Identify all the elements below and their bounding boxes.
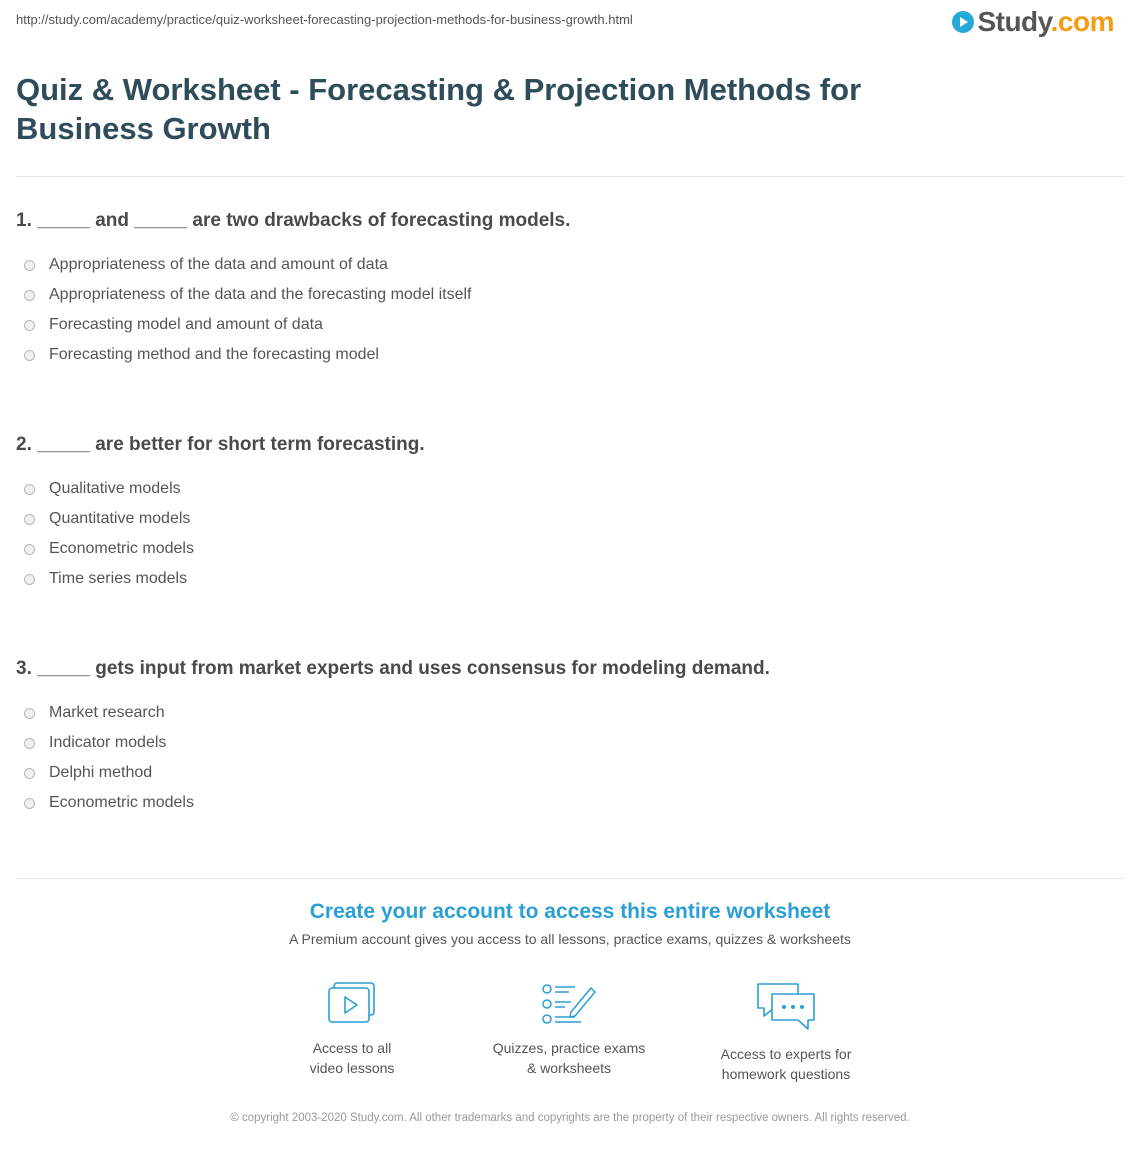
question-text: 1. _____ and _____ are two drawbacks of forecasting models. — [16, 210, 571, 231]
feature-label: Quizzes, practice exams & worksheets — [492, 1040, 646, 1076]
answer-options — [16, 698, 1116, 818]
radio-button-icon[interactable] — [24, 484, 35, 495]
video-lessons-icon — [326, 982, 378, 1026]
answer-label: Market research — [49, 704, 165, 721]
answer-option[interactable] — [16, 778, 1116, 818]
radio-button-icon[interactable] — [24, 768, 35, 779]
radio-button-icon[interactable] — [24, 290, 35, 301]
feature-experts — [686, 982, 886, 1084]
answer-option[interactable] — [16, 554, 1116, 594]
radio-button-icon[interactable] — [24, 514, 35, 525]
radio-button-icon[interactable] — [24, 350, 35, 361]
divider — [16, 878, 1124, 879]
radio-button-icon[interactable] — [24, 708, 35, 719]
cta-title-link[interactable]: Create your account to access this entire worksheet — [309, 900, 831, 923]
answer-label: Delphi method — [49, 764, 153, 781]
cta-subtitle: A Premium account gives you access to all lessons, practice exams, quizzes & worksheets — [289, 931, 851, 947]
answer-label: Econometric models — [49, 540, 194, 557]
feature-video-lessons — [252, 982, 452, 1078]
answer-options — [16, 250, 1116, 370]
radio-button-icon[interactable] — [24, 798, 35, 809]
answer-label: Indicator models — [49, 734, 167, 751]
radio-button-icon[interactable] — [24, 320, 35, 331]
feature-quizzes — [469, 982, 669, 1078]
page-header — [0, 0, 1140, 50]
answer-label: Econometric models — [49, 794, 194, 811]
divider — [16, 176, 1124, 177]
radio-button-icon[interactable] — [24, 574, 35, 585]
logo-wordmark: Study.com — [977, 6, 1114, 37]
answer-label: Time series models — [49, 570, 188, 587]
answer-label: Appropriateness of the data and amount of data — [49, 256, 388, 273]
page-title: Quiz & Worksheet - Forecasting & Projection Methods for Business Growth — [16, 72, 862, 146]
answer-label: Forecasting method and the forecasting model — [49, 346, 379, 363]
chat-experts-icon — [754, 982, 818, 1032]
study-logo[interactable] — [952, 6, 1114, 38]
question-2 — [16, 432, 1116, 594]
radio-button-icon[interactable] — [24, 260, 35, 271]
page-url[interactable]: http://study.com/academy/practice/quiz-worksheet-forecasting-projection-methods-for-business-growth.html — [16, 12, 633, 27]
answer-label: Quantitative models — [49, 510, 191, 527]
question-text: 3. _____ gets input from market experts and uses consensus for modeling demand. — [16, 658, 770, 679]
feature-label: Access to all video lessons — [309, 1040, 395, 1076]
answer-label: Forecasting model and amount of data — [49, 316, 323, 333]
answer-label: Appropriateness of the data and the forecasting model itself — [49, 286, 472, 303]
answer-option[interactable] — [16, 330, 1116, 370]
radio-button-icon[interactable] — [24, 738, 35, 749]
answer-label: Qualitative models — [49, 480, 181, 497]
play-logo-icon — [952, 11, 974, 33]
answer-options — [16, 474, 1116, 594]
question-1 — [16, 208, 1116, 370]
radio-button-icon[interactable] — [24, 544, 35, 555]
question-text: 2. _____ are better for short term forecasting. — [16, 434, 425, 455]
feature-label: Access to experts for homework questions — [720, 1046, 852, 1082]
question-3 — [16, 656, 1116, 818]
copyright-notice: © copyright 2003-2020 Study.com. All other trademarks and copyrights are the property of their respective owners. All rights reserved. — [230, 1112, 910, 1124]
quiz-checklist-icon — [541, 982, 597, 1026]
